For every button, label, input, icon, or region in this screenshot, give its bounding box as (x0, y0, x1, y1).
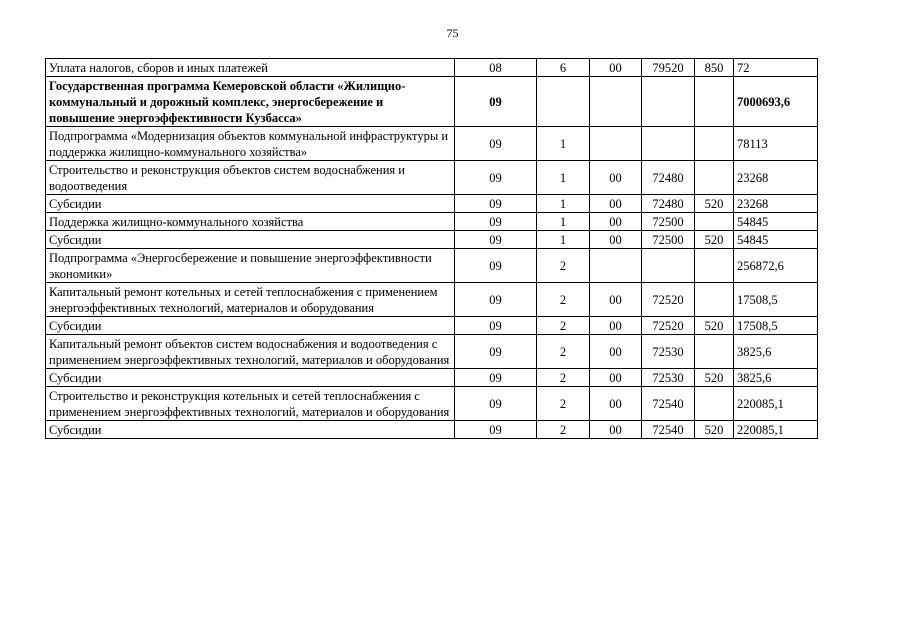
subprogram-code-cell: 00 (590, 335, 642, 369)
amount-cell: 54845 (734, 231, 818, 249)
section-code-cell: 09 (455, 249, 537, 283)
section-code-cell: 09 (455, 421, 537, 439)
target-code-cell: 72530 (642, 335, 695, 369)
table-row (46, 317, 818, 335)
expense-name-cell: Уплата налогов, сборов и иных платежей (46, 59, 455, 77)
table-row (46, 195, 818, 213)
section-code-cell: 09 (455, 213, 537, 231)
amount-cell: 23268 (734, 161, 818, 195)
expense-name-cell: Подпрограмма «Энергосбережение и повышение энергоэффективности экономики» (46, 249, 455, 283)
expense-type-code-cell (695, 161, 734, 195)
amount-cell: 17508,5 (734, 283, 818, 317)
table-row (46, 387, 818, 421)
section-code-cell: 09 (455, 335, 537, 369)
program-code-cell: 1 (537, 231, 590, 249)
expense-type-code-cell: 850 (695, 59, 734, 77)
target-code-cell: 72540 (642, 421, 695, 439)
target-code-cell: 72540 (642, 387, 695, 421)
section-code-cell: 09 (455, 231, 537, 249)
program-code-cell: 6 (537, 59, 590, 77)
table-row (46, 127, 818, 161)
subprogram-code-cell: 00 (590, 231, 642, 249)
amount-cell: 54845 (734, 213, 818, 231)
subprogram-code-cell (590, 77, 642, 127)
section-code-cell: 08 (455, 59, 537, 77)
subprogram-code-cell: 00 (590, 161, 642, 195)
program-code-cell: 2 (537, 249, 590, 283)
program-code-cell: 2 (537, 283, 590, 317)
amount-cell: 3825,6 (734, 335, 818, 369)
program-code-cell: 2 (537, 335, 590, 369)
target-code-cell: 72500 (642, 231, 695, 249)
expense-type-code-cell (695, 213, 734, 231)
expense-name-cell: Государственная программа Кемеровской области «Жилищно-коммунальный и дорожный комплекс, энергосбережение и повышение энергоэффективности Кузбасса» (46, 77, 455, 127)
expense-name-cell: Капитальный ремонт объектов систем водоснабжения и водоотведения с применением энергоэффективных технологий, материалов и оборудования (46, 335, 455, 369)
target-code-cell: 72520 (642, 283, 695, 317)
program-code-cell: 1 (537, 195, 590, 213)
program-code-cell: 2 (537, 387, 590, 421)
expense-type-code-cell (695, 249, 734, 283)
program-code-cell: 2 (537, 421, 590, 439)
subprogram-code-cell: 00 (590, 213, 642, 231)
subprogram-code-cell: 00 (590, 421, 642, 439)
table-body (46, 59, 818, 439)
section-code-cell: 09 (455, 369, 537, 387)
expense-type-code-cell: 520 (695, 421, 734, 439)
table-row (46, 77, 818, 127)
section-code-cell: 09 (455, 195, 537, 213)
amount-cell: 220085,1 (734, 387, 818, 421)
budget-table (45, 58, 818, 439)
target-code-cell (642, 249, 695, 283)
amount-cell: 23268 (734, 195, 818, 213)
section-code-cell: 09 (455, 127, 537, 161)
expense-type-code-cell: 520 (695, 195, 734, 213)
table-row (46, 231, 818, 249)
target-code-cell: 72500 (642, 213, 695, 231)
expense-type-code-cell (695, 77, 734, 127)
expense-name-cell: Строительство и реконструкция котельных и сетей теплоснабжения с применением энергоэффективных технологий, материалов и оборудования (46, 387, 455, 421)
table-row (46, 249, 818, 283)
program-code-cell (537, 77, 590, 127)
amount-cell: 72 (734, 59, 818, 77)
table-row (46, 335, 818, 369)
subprogram-code-cell: 00 (590, 369, 642, 387)
expense-name-cell: Поддержка жилищно-коммунального хозяйства (46, 213, 455, 231)
program-code-cell: 1 (537, 161, 590, 195)
expense-type-code-cell (695, 335, 734, 369)
target-code-cell: 72480 (642, 161, 695, 195)
amount-cell: 3825,6 (734, 369, 818, 387)
table-row (46, 213, 818, 231)
expense-name-cell: Субсидии (46, 317, 455, 335)
amount-cell: 220085,1 (734, 421, 818, 439)
subprogram-code-cell: 00 (590, 283, 642, 317)
subprogram-code-cell: 00 (590, 317, 642, 335)
expense-name-cell: Подпрограмма «Модернизация объектов коммунальной инфраструктуры и поддержка жилищно-коммунального хозяйства» (46, 127, 455, 161)
subprogram-code-cell (590, 249, 642, 283)
expense-name-cell: Субсидии (46, 195, 455, 213)
expense-type-code-cell (695, 387, 734, 421)
expense-name-cell: Субсидии (46, 369, 455, 387)
subprogram-code-cell: 00 (590, 387, 642, 421)
expense-type-code-cell (695, 283, 734, 317)
table-row (46, 59, 818, 77)
amount-cell: 78113 (734, 127, 818, 161)
expense-name-cell: Капитальный ремонт котельных и сетей теплоснабжения с применением энергоэффективных технологий, материалов и оборудования (46, 283, 455, 317)
expense-name-cell: Строительство и реконструкция объектов систем водоснабжения и водоотведения (46, 161, 455, 195)
program-code-cell: 1 (537, 213, 590, 231)
expense-type-code-cell: 520 (695, 369, 734, 387)
subprogram-code-cell: 00 (590, 195, 642, 213)
target-code-cell (642, 77, 695, 127)
program-code-cell: 2 (537, 369, 590, 387)
subprogram-code-cell (590, 127, 642, 161)
section-code-cell: 09 (455, 77, 537, 127)
program-code-cell: 2 (537, 317, 590, 335)
expense-type-code-cell: 520 (695, 317, 734, 335)
target-code-cell: 72520 (642, 317, 695, 335)
table-row (46, 369, 818, 387)
subprogram-code-cell: 00 (590, 59, 642, 77)
expense-name-cell: Субсидии (46, 421, 455, 439)
target-code-cell (642, 127, 695, 161)
section-code-cell: 09 (455, 317, 537, 335)
table-row (46, 421, 818, 439)
section-code-cell: 09 (455, 283, 537, 317)
section-code-cell: 09 (455, 161, 537, 195)
table-row (46, 161, 818, 195)
expense-type-code-cell: 520 (695, 231, 734, 249)
amount-cell: 7000693,6 (734, 77, 818, 127)
target-code-cell: 72480 (642, 195, 695, 213)
amount-cell: 17508,5 (734, 317, 818, 335)
target-code-cell: 79520 (642, 59, 695, 77)
amount-cell: 256872,6 (734, 249, 818, 283)
expense-type-code-cell (695, 127, 734, 161)
table-row (46, 283, 818, 317)
page-number: 75 (446, 26, 459, 40)
target-code-cell: 72530 (642, 369, 695, 387)
expense-name-cell: Субсидии (46, 231, 455, 249)
section-code-cell: 09 (455, 387, 537, 421)
program-code-cell: 1 (537, 127, 590, 161)
